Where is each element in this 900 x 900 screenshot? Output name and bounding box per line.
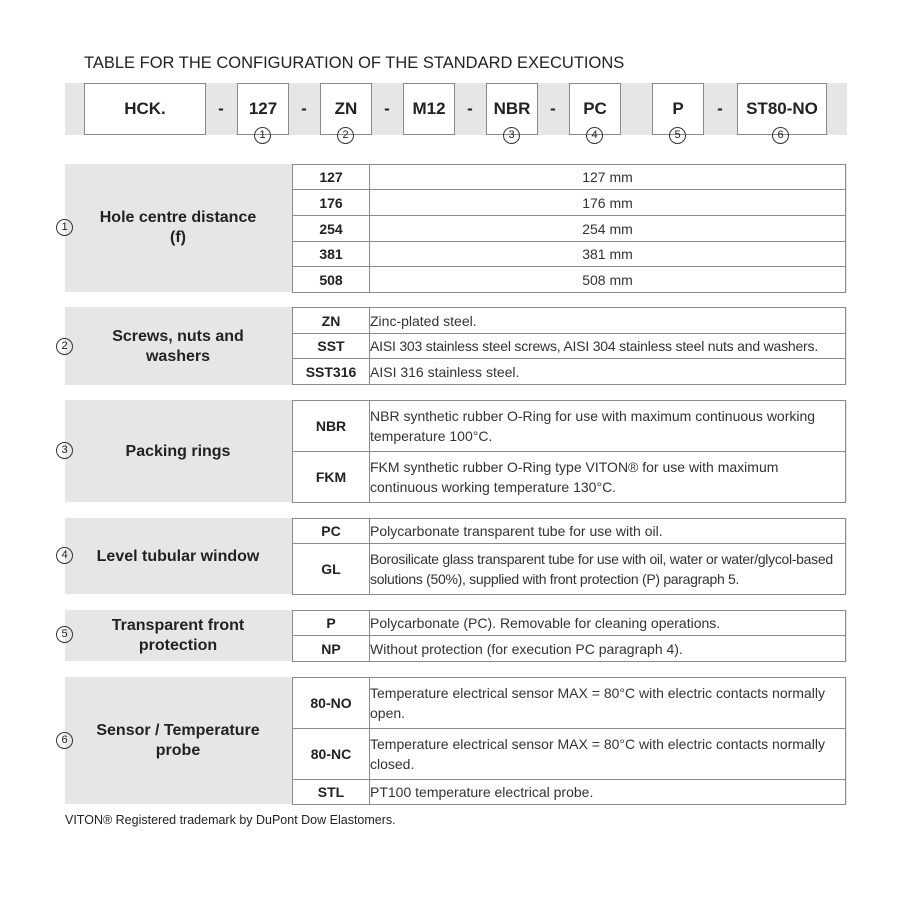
option-description: PT100 temperature electrical probe. <box>370 780 846 805</box>
code-part-series: HCK. <box>84 83 206 135</box>
option-code: NP <box>293 636 370 662</box>
section-number: 4 <box>56 547 73 564</box>
code-part-sensor: ST80-NO <box>737 83 827 135</box>
option-code: P <box>293 611 370 636</box>
option-row <box>293 452 846 503</box>
option-description: 381 mm <box>370 242 846 267</box>
code-separator: - <box>218 99 224 118</box>
option-description: 508 mm <box>370 267 846 293</box>
code-marker: 2 <box>337 127 354 144</box>
code-marker: 3 <box>503 127 520 144</box>
code-separator: - <box>301 99 307 118</box>
section-number: 5 <box>56 626 73 643</box>
option-code: 127 <box>293 165 370 190</box>
option-row <box>293 729 846 780</box>
code-part-hole-distance: 127 <box>237 83 289 135</box>
code-part-window: PC <box>569 83 621 135</box>
option-row <box>293 216 846 242</box>
option-code: GL <box>293 544 370 595</box>
section-label: Screws, nuts and washers <box>112 328 244 365</box>
option-row <box>293 308 846 334</box>
code-part-screws: ZN <box>320 83 372 135</box>
section-label: Hole centre distance (f) <box>99 209 257 246</box>
code-marker: 4 <box>586 127 603 144</box>
option-code: STL <box>293 780 370 805</box>
option-row <box>293 401 846 452</box>
option-code: 508 <box>293 267 370 293</box>
option-description: AISI 303 stainless steel screws, AISI 304 stainless steel nuts and washers. <box>370 334 846 359</box>
option-description: FKM synthetic rubber O-Ring type VITON® for use with maximum continuous working temperature 130°C. <box>370 452 846 503</box>
options-table <box>292 400 846 503</box>
option-code: SST316 <box>293 359 370 385</box>
code-marker: 6 <box>772 127 789 144</box>
footnote: VITON® Registered trademark by DuPont Dow Elastomers. <box>65 813 396 827</box>
option-code: FKM <box>293 452 370 503</box>
option-description: 254 mm <box>370 216 846 242</box>
option-row <box>293 190 846 216</box>
option-row <box>293 334 846 359</box>
option-row <box>293 780 846 805</box>
code-marker: 1 <box>254 127 271 144</box>
option-description: 176 mm <box>370 190 846 216</box>
section-number: 1 <box>56 219 73 236</box>
option-row <box>293 636 846 662</box>
option-description: Temperature electrical sensor MAX = 80°C with electric contacts normally closed. <box>370 729 846 780</box>
page-title: TABLE FOR THE CONFIGURATION OF THE STANDARD EXECUTIONS <box>84 54 625 72</box>
option-description: Temperature electrical sensor MAX = 80°C with electric contacts normally open. <box>370 678 846 729</box>
section-number: 2 <box>56 338 73 355</box>
option-code: NBR <box>293 401 370 452</box>
code-separator: - <box>550 99 556 118</box>
code-part-protection: P <box>652 83 704 135</box>
section-number: 3 <box>56 442 73 459</box>
section-label: Sensor / Temperature probe <box>96 722 260 759</box>
section-label: Transparent front protection <box>111 617 245 654</box>
option-row <box>293 519 846 544</box>
option-code: SST <box>293 334 370 359</box>
code-separator: - <box>384 99 390 118</box>
option-description: NBR synthetic rubber O-Ring for use with maximum continuous working temperature 100°C. <box>370 401 846 452</box>
option-code: 80-NC <box>293 729 370 780</box>
option-row <box>293 611 846 636</box>
section-label: Packing rings <box>125 443 231 460</box>
section-number: 6 <box>56 732 73 749</box>
options-table <box>292 164 846 293</box>
option-row <box>293 267 846 293</box>
option-code: 176 <box>293 190 370 216</box>
section-label: Level tubular window <box>96 548 260 565</box>
option-row <box>293 678 846 729</box>
option-code: ZN <box>293 308 370 334</box>
option-description: Borosilicate glass transparent tube for use with oil, water or water/glycol-based solutions (50%), supplied with front protection (P) paragraph 5. <box>370 544 846 595</box>
option-code: 381 <box>293 242 370 267</box>
option-description: Without protection (for execution PC paragraph 4). <box>370 636 846 662</box>
option-description: Polycarbonate (PC). Removable for cleaning operations. <box>370 611 846 636</box>
options-table <box>292 307 846 385</box>
option-code: 254 <box>293 216 370 242</box>
option-row <box>293 242 846 267</box>
code-separator: - <box>467 99 473 118</box>
code-separator: - <box>717 99 723 118</box>
options-table <box>292 677 846 805</box>
options-table <box>292 518 846 595</box>
option-description: 127 mm <box>370 165 846 190</box>
code-marker: 5 <box>669 127 686 144</box>
options-table <box>292 610 846 662</box>
option-description: AISI 316 stainless steel. <box>370 359 846 385</box>
option-code: PC <box>293 519 370 544</box>
option-row <box>293 544 846 595</box>
code-part-packing: NBR <box>486 83 538 135</box>
option-row <box>293 359 846 385</box>
option-row <box>293 165 846 190</box>
option-description: Zinc-plated steel. <box>370 308 846 334</box>
code-part-thread: M12 <box>403 83 455 135</box>
option-code: 80-NO <box>293 678 370 729</box>
option-description: Polycarbonate transparent tube for use with oil. <box>370 519 846 544</box>
